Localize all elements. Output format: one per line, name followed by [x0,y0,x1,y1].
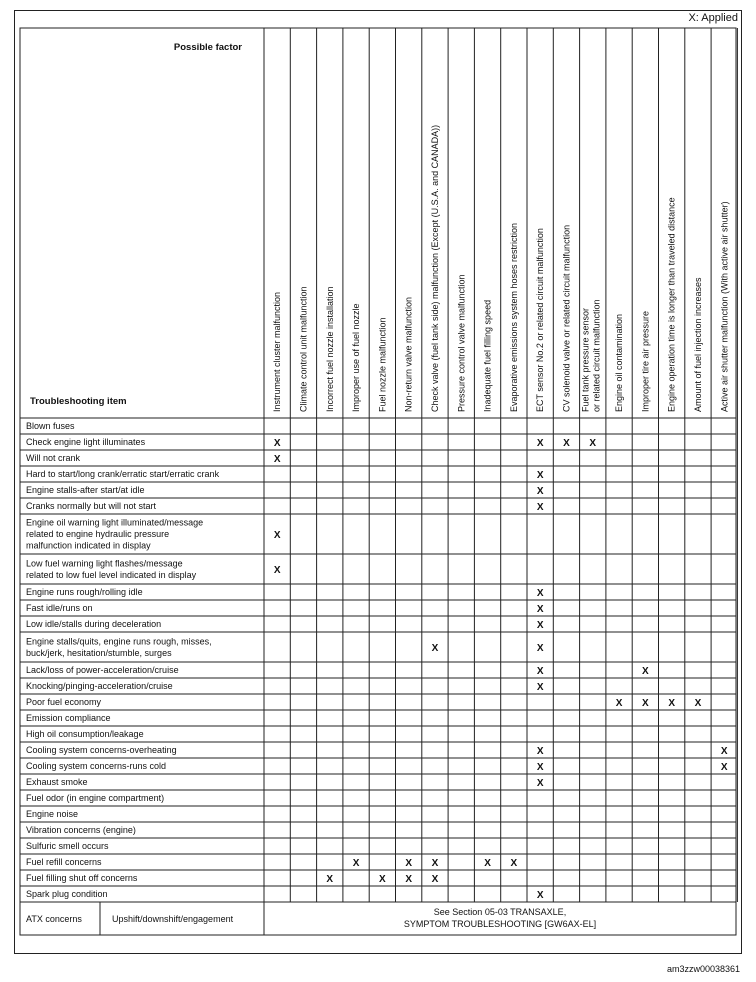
atx-note: SYMPTOM TROUBLESHOOTING [GW6AX-EL] [403,919,597,929]
row-label-22: Vibration concerns (engine) [26,825,136,836]
applied-mark: X [536,470,544,481]
row-label-3: Hard to start/long crank/erratic start/erratic crank [26,469,220,480]
applied-mark: X [563,438,570,449]
troubleshooting-item-label: Troubleshooting item [30,396,127,407]
applied-mark: X [352,858,360,869]
factor-header-17: Active air shutter malfunction (With active air shutter) [719,201,730,412]
factor-header-9: Evaporative emissions system hoses restriction [508,222,519,412]
applied-mark: X [536,778,544,789]
atx-sublabel: Upshift/downshift/engagement [112,914,234,924]
applied-mark: X [536,502,544,513]
applied-mark: X [615,698,623,709]
applied-mark: X [536,890,544,901]
applied-mark: X [536,604,544,615]
atx-label: ATX concerns [26,914,82,924]
applied-mark: X [720,762,728,773]
possible-factor-label: Possible factor [173,42,242,53]
row-label-25: Fuel filling shut off concerns [26,873,138,884]
applied-mark: X [326,874,334,885]
row-label-18: Cooling system concerns-runs cold [26,761,167,772]
applied-mark: X [510,858,518,869]
factor-header-16: Amount of fuel injection increases [692,277,703,412]
row-label-15: Emission compliance [26,713,111,724]
applied-mark: X [536,486,544,497]
row-label-19: Exhaust smoke [26,777,88,788]
row-label-6: malfunction indicated in display [26,540,151,551]
applied-mark: X [405,858,412,869]
row-label-1: Check engine light illuminates [26,437,146,448]
factor-header-4: Fuel nozzle malfunction [377,317,388,412]
applied-mark: X [431,643,439,654]
applied-mark: X [536,762,544,773]
applied-mark: X [642,698,649,709]
factor-header-15: Engine operation time is longer than traveled distance [666,197,677,412]
row-label-10: Low idle/stalls during deceleration [26,619,162,630]
factor-header-3: Improper use of fuel nozzle [351,303,362,412]
row-label-26: Spark plug condition [26,889,108,900]
row-label-5: Cranks normally but will not start [26,501,157,512]
row-label-11: Engine stalls/quits, engine runs rough, misses, [26,636,212,647]
factor-header-2: Incorrect fuel nozzle installation [324,286,335,412]
row-label-2: Will not crank [26,453,81,464]
factor-header-5: Non-return valve malfunction [403,296,414,412]
factor-header-1: Climate control unit malfunction [298,286,309,412]
applied-mark: X [668,698,675,709]
row-label-12: Lack/loss of power-acceleration/cruise [26,665,179,676]
row-label-23: Sulfuric smell occurs [26,841,109,852]
applied-mark: X [273,530,281,541]
applied-mark: X [273,565,281,576]
applied-mark: X [405,874,412,885]
applied-mark: X [536,666,544,677]
factor-header-0: Instrument cluster malfunction [272,291,283,412]
factor-header-10: ECT sensor No.2 or related circuit malfunction [535,228,546,412]
applied-mark: X [536,438,544,449]
applied-mark: X [431,874,439,885]
factor-header-14: Improper tire air pressure [640,310,651,412]
row-label-0: Blown fuses [26,421,75,432]
row-label-13: Knocking/pinging-acceleration/cruise [26,681,173,692]
factor-header-8: Inadequate fuel filling speed [482,299,493,412]
factor-header-12: or related circuit malfunction [591,299,602,412]
row-label-17: Cooling system concerns-overheating [26,745,177,756]
row-label-21: Engine noise [26,809,79,820]
row-label-16: High oil consumption/leakage [26,729,144,740]
applied-mark: X [379,874,386,885]
row-label-8: Engine runs rough/rolling idle [26,587,143,598]
applied-mark: X [536,588,544,599]
row-label-4: Engine stalls-after start/at idle [26,485,145,496]
applied-mark: X [720,746,728,757]
applied-mark: X [536,620,544,631]
applied-mark: X [642,666,649,677]
row-label-14: Poor fuel economy [26,697,102,708]
applied-mark: X [431,858,439,869]
row-label-9: Fast idle/runs on [26,603,93,614]
atx-note: See Section 05-03 TRANSAXLE, [433,907,567,917]
applied-mark: X [536,682,544,693]
row-label-11: buck/jerk, hesitation/stumble, surges [26,647,172,658]
factor-header-12: Fuel tank pressure sensor [580,307,591,412]
applied-mark: X [589,438,597,449]
row-label-24: Fuel refill concerns [26,857,102,868]
row-label-7: Low fuel warning light flashes/message [26,558,183,569]
row-label-7: related to low fuel level indicated in display [26,569,197,580]
reference-code: am3zzw00038361 [666,964,740,974]
applied-mark: X [694,698,702,709]
applied-mark: X [536,643,544,654]
row-label-6: related to engine hydraulic pressure [26,529,170,540]
applied-mark: X [273,438,281,449]
legend-applied: X: Applied [688,12,738,24]
factor-header-13: Engine oil contamination [614,313,625,412]
applied-mark: X [273,454,281,465]
factor-header-11: CV solenoid valve or related circuit malfunction [561,224,572,412]
factor-header-7: Pressure control valve malfunction [456,274,467,412]
applied-mark: X [484,858,491,869]
row-label-20: Fuel odor (in engine compartment) [26,793,165,804]
row-label-6: Engine oil warning light illuminated/message [26,517,204,528]
factor-header-6: Check valve (fuel tank side) malfunction (Except (U.S.A. and CANADA)) [429,124,440,412]
applied-mark: X [536,746,544,757]
